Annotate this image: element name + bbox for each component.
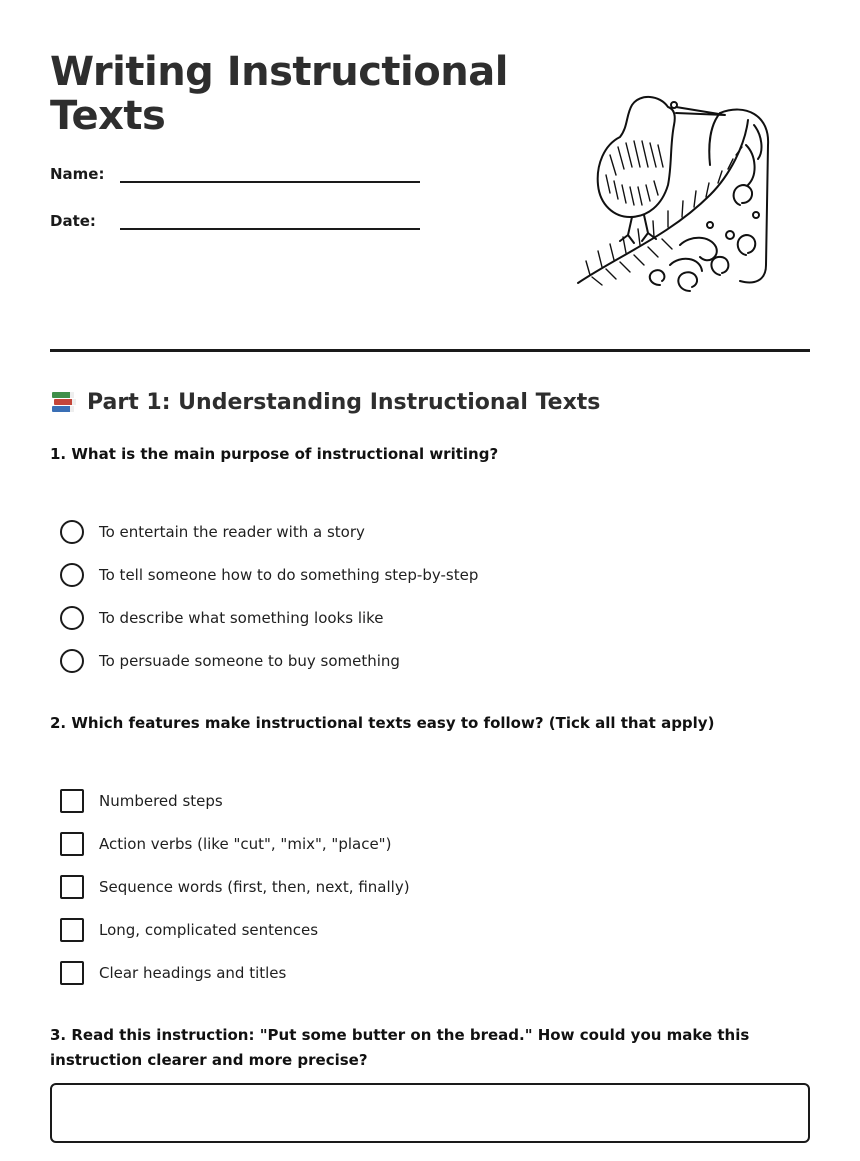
checkbox[interactable]: [60, 875, 84, 899]
checkbox-option[interactable]: [60, 779, 410, 822]
question-2-options: [60, 779, 410, 994]
radio-option[interactable]: [60, 596, 478, 639]
question-3: 3. Read this instruction: "Put some butter on the bread." How could you make this instruction clearer and more precise?: [50, 1026, 750, 1069]
name-label: Name:: [50, 165, 105, 183]
date-field: [50, 212, 420, 230]
checkbox-option[interactable]: [60, 865, 410, 908]
checkbox-option[interactable]: [60, 951, 410, 994]
part1-heading: [50, 388, 600, 416]
radio-button[interactable]: [60, 649, 84, 673]
option-label: To entertain the reader with a story: [99, 522, 365, 541]
name-field: [50, 165, 420, 183]
option-label: To persuade someone to buy something: [99, 651, 400, 670]
name-answer-line[interactable]: [120, 180, 420, 183]
option-label: Action verbs (like "cut", "mix", "place"): [99, 834, 392, 853]
radio-button[interactable]: [60, 520, 84, 544]
checkbox[interactable]: [60, 918, 84, 942]
radio-option[interactable]: [60, 639, 478, 682]
option-label: To tell someone how to do something step-by-step: [99, 565, 479, 584]
checkbox[interactable]: [60, 961, 84, 985]
question-3-answer-box[interactable]: [50, 1083, 810, 1143]
checkbox[interactable]: [60, 789, 84, 813]
radio-option[interactable]: [60, 510, 478, 553]
radio-button[interactable]: [60, 606, 84, 630]
checkbox-option[interactable]: [60, 822, 410, 865]
books-icon: [50, 388, 78, 416]
radio-option[interactable]: [60, 553, 478, 596]
part1-heading-text: Part 1: Understanding Instructional Texts: [87, 389, 601, 415]
checkbox[interactable]: [60, 832, 84, 856]
option-label: Clear headings and titles: [99, 963, 287, 982]
kiwi-bird-illustration: [570, 85, 780, 300]
worksheet-title: Writing Instructional Texts: [50, 49, 508, 139]
option-label: Long, complicated sentences: [99, 920, 319, 939]
question-2: 2. Which features make instructional texts easy to follow? (Tick all that apply): [50, 714, 715, 732]
date-answer-line[interactable]: [120, 227, 420, 230]
option-label: To describe what something looks like: [99, 608, 384, 627]
radio-button[interactable]: [60, 563, 84, 587]
question-1-options: [60, 510, 478, 682]
option-label: Sequence words (first, then, next, finally): [99, 877, 410, 896]
checkbox-option[interactable]: [60, 908, 410, 951]
section-divider: [50, 349, 810, 352]
option-label: Numbered steps: [99, 791, 223, 810]
question-1: 1. What is the main purpose of instructional writing?: [50, 445, 499, 463]
date-label: Date:: [50, 212, 96, 230]
